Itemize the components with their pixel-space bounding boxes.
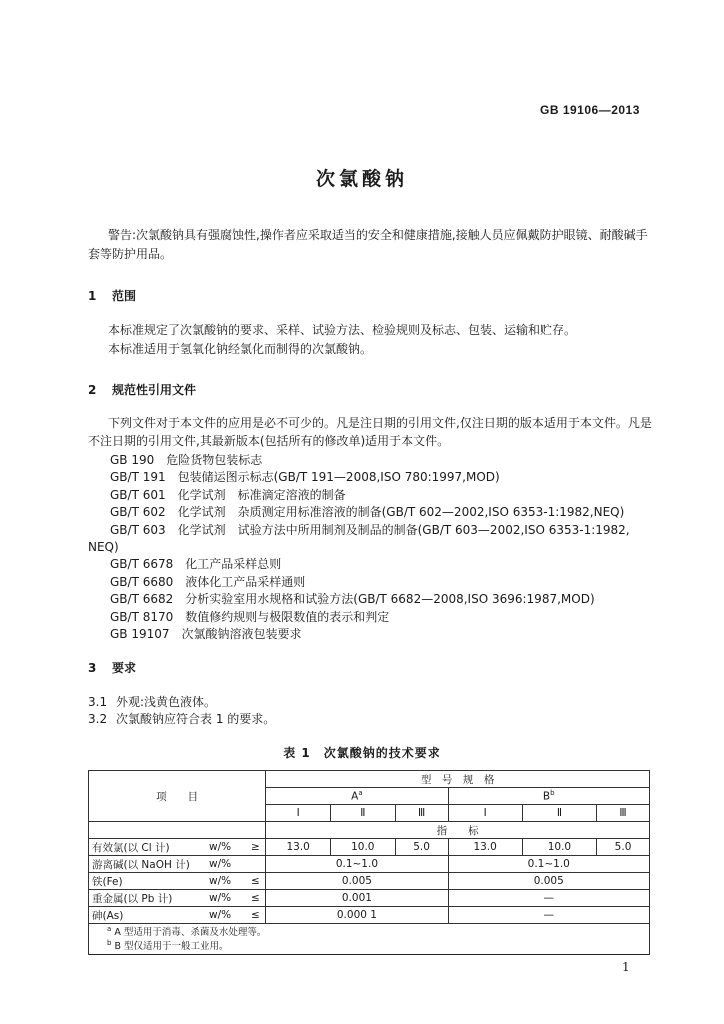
- section-number: 3: [88, 661, 97, 675]
- reference-item: GB 19107 次氯酸钠溶液包装要求: [110, 627, 302, 642]
- row-operator: ≥: [246, 839, 266, 856]
- row-operator: [246, 856, 266, 873]
- page-number: 1: [622, 960, 630, 974]
- row-item: 砷(As): [89, 907, 206, 924]
- table-header-item: 项 目: [89, 771, 266, 822]
- standard-number: GB 19106—2013: [540, 103, 640, 117]
- row-value: 5.0: [597, 839, 650, 856]
- row-operator: ≤: [246, 907, 266, 924]
- scope-paragraph-2: 本标准适用于氢氧化钠经氯化而制得的次氯酸钠。: [108, 342, 373, 356]
- references-intro: 下列文件对于本文件的应用是必不可少的。凡是注日期的引用文件,仅注日期的版本适用于本文件。凡是不注日期的引用文件,其最新版本(包括所有的修改单)适用于本文件。: [88, 416, 652, 448]
- row-value: 5.0: [395, 839, 448, 856]
- row-unit: w/%: [206, 873, 246, 890]
- reference-list: [88, 452, 630, 643]
- row-operator: ≤: [246, 890, 266, 907]
- row-operator: ≤: [246, 873, 266, 890]
- table-row: [89, 890, 650, 907]
- table-footnote: [89, 938, 650, 955]
- table-header-type: 型 号 规 格: [266, 771, 650, 788]
- row-item: 铁(Fe): [89, 873, 206, 890]
- row-value: 13.0: [266, 839, 331, 856]
- row-value-type-a: 0.000 1: [266, 907, 448, 924]
- table-row: [89, 839, 650, 856]
- section-2-heading: [88, 381, 196, 398]
- row-value: 10.0: [330, 839, 395, 856]
- reference-item: GB/T 6682 分析实验室用水规格和试验方法(GB/T 6682—2008,ISO 3696:1987,MOD): [110, 592, 595, 607]
- grade-header: Ⅰ: [448, 805, 522, 822]
- table-footnote: [89, 924, 650, 939]
- row-unit: w/%: [206, 856, 246, 873]
- row-value-type-a: 0.1~1.0: [266, 856, 448, 873]
- table-row: [89, 907, 650, 924]
- document-title: 次氯酸钠: [315, 168, 408, 190]
- reference-item: GB/T 602 化学试剂 杂质测定用标准溶液的制备(GB/T 602—2002,ISO 6353-1:1982,NEQ): [110, 505, 625, 520]
- footnote-text: A 型适用于消毒、杀菌及水处理等。: [114, 927, 267, 938]
- row-value-type-b: 0.005: [448, 873, 650, 890]
- footnote-mark: a: [107, 924, 112, 933]
- row-value-type-b: —: [448, 907, 650, 924]
- reference-item: GB/T 6678 化工产品采样总则: [110, 557, 282, 572]
- scope-paragraph-1: 本标准规定了次氯酸钠的要求、采样、试验方法、检验规则及标志、包装、运输和贮存。: [108, 323, 577, 337]
- row-item: 重金属(以 Pb 计): [89, 890, 206, 907]
- type-b-label: B: [542, 790, 551, 803]
- row-value-type-a: 0.001: [266, 890, 448, 907]
- type-b-header: [448, 788, 650, 805]
- row-value: 10.0: [522, 839, 596, 856]
- table-row: [89, 873, 650, 890]
- section-3-heading: [88, 659, 136, 676]
- clause-3-2: [88, 711, 275, 728]
- footnote-mark: a: [358, 789, 363, 798]
- clause-number: 3.2: [88, 712, 108, 726]
- clause-number: 3.1: [88, 695, 108, 709]
- row-value-type-b: —: [448, 890, 650, 907]
- section-number: 2: [88, 383, 97, 397]
- row-unit: w/%: [206, 907, 246, 924]
- table-header-blank: [89, 822, 266, 839]
- grade-header: Ⅱ: [330, 805, 395, 822]
- row-item: 游离碱(以 NaOH 计): [89, 856, 206, 873]
- footnote-mark: b: [107, 938, 112, 947]
- row-item: 有效氯(以 Cl 计): [89, 839, 206, 856]
- grade-header: Ⅲ: [597, 805, 650, 822]
- footnote-text: B 型仅适用于一般工业用。: [114, 941, 229, 952]
- reference-item: GB/T 191 包装储运图示标志(GB/T 191—2008,ISO 780:1997,MOD): [110, 470, 500, 485]
- section-1-heading: [88, 287, 136, 304]
- clause-text: 次氯酸钠应符合表 1 的要求。: [116, 712, 276, 726]
- technical-requirements-table: [88, 770, 650, 955]
- grade-header: Ⅱ: [522, 805, 596, 822]
- grade-header: Ⅲ: [395, 805, 448, 822]
- footnote-mark: b: [550, 789, 555, 798]
- grade-header: Ⅰ: [266, 805, 331, 822]
- section-title: 范围: [112, 289, 137, 303]
- table-row: [89, 856, 650, 873]
- row-value-type-b: 0.1~1.0: [448, 856, 650, 873]
- warning-paragraph: 警告:次氯酸钠具有强腐蚀性,操作者应采取适当的安全和健康措施,接触人员应佩戴防护眼镜、耐酸碱手套等防护用品。: [88, 228, 648, 261]
- section-number: 1: [88, 289, 97, 303]
- reference-item: GB 190 危险货物包装标志: [110, 453, 263, 467]
- row-unit: w/%: [206, 839, 246, 856]
- reference-item: GB/T 601 化学试剂 标准滴定溶液的制备: [110, 487, 346, 502]
- reference-item: GB/T 6680 液体化工产品采样通则: [110, 574, 306, 589]
- clause-text: 外观:浅黄色液体。: [116, 695, 217, 709]
- section-title: 规范性引用文件: [112, 383, 197, 397]
- reference-item: GB/T 603 化学试剂 试验方法中所用制剂及制品的制备(GB/T 603—2002,ISO 6353-1:1982,: [110, 522, 630, 537]
- row-unit: w/%: [206, 890, 246, 907]
- type-a-label: A: [351, 790, 359, 803]
- row-value: 13.0: [448, 839, 522, 856]
- reference-item-continued: NEQ): [88, 540, 119, 555]
- reference-item: GB/T 8170 数值修约规则与极限数值的表示和判定: [110, 609, 390, 624]
- section-title: 要求: [112, 661, 137, 675]
- type-a-header: [266, 788, 448, 805]
- row-value-type-a: 0.005: [266, 873, 448, 890]
- clause-3-1: [88, 694, 216, 711]
- table-caption: 表 1 次氯酸钠的技术要求: [283, 746, 441, 760]
- index-label: 指 标: [266, 822, 650, 839]
